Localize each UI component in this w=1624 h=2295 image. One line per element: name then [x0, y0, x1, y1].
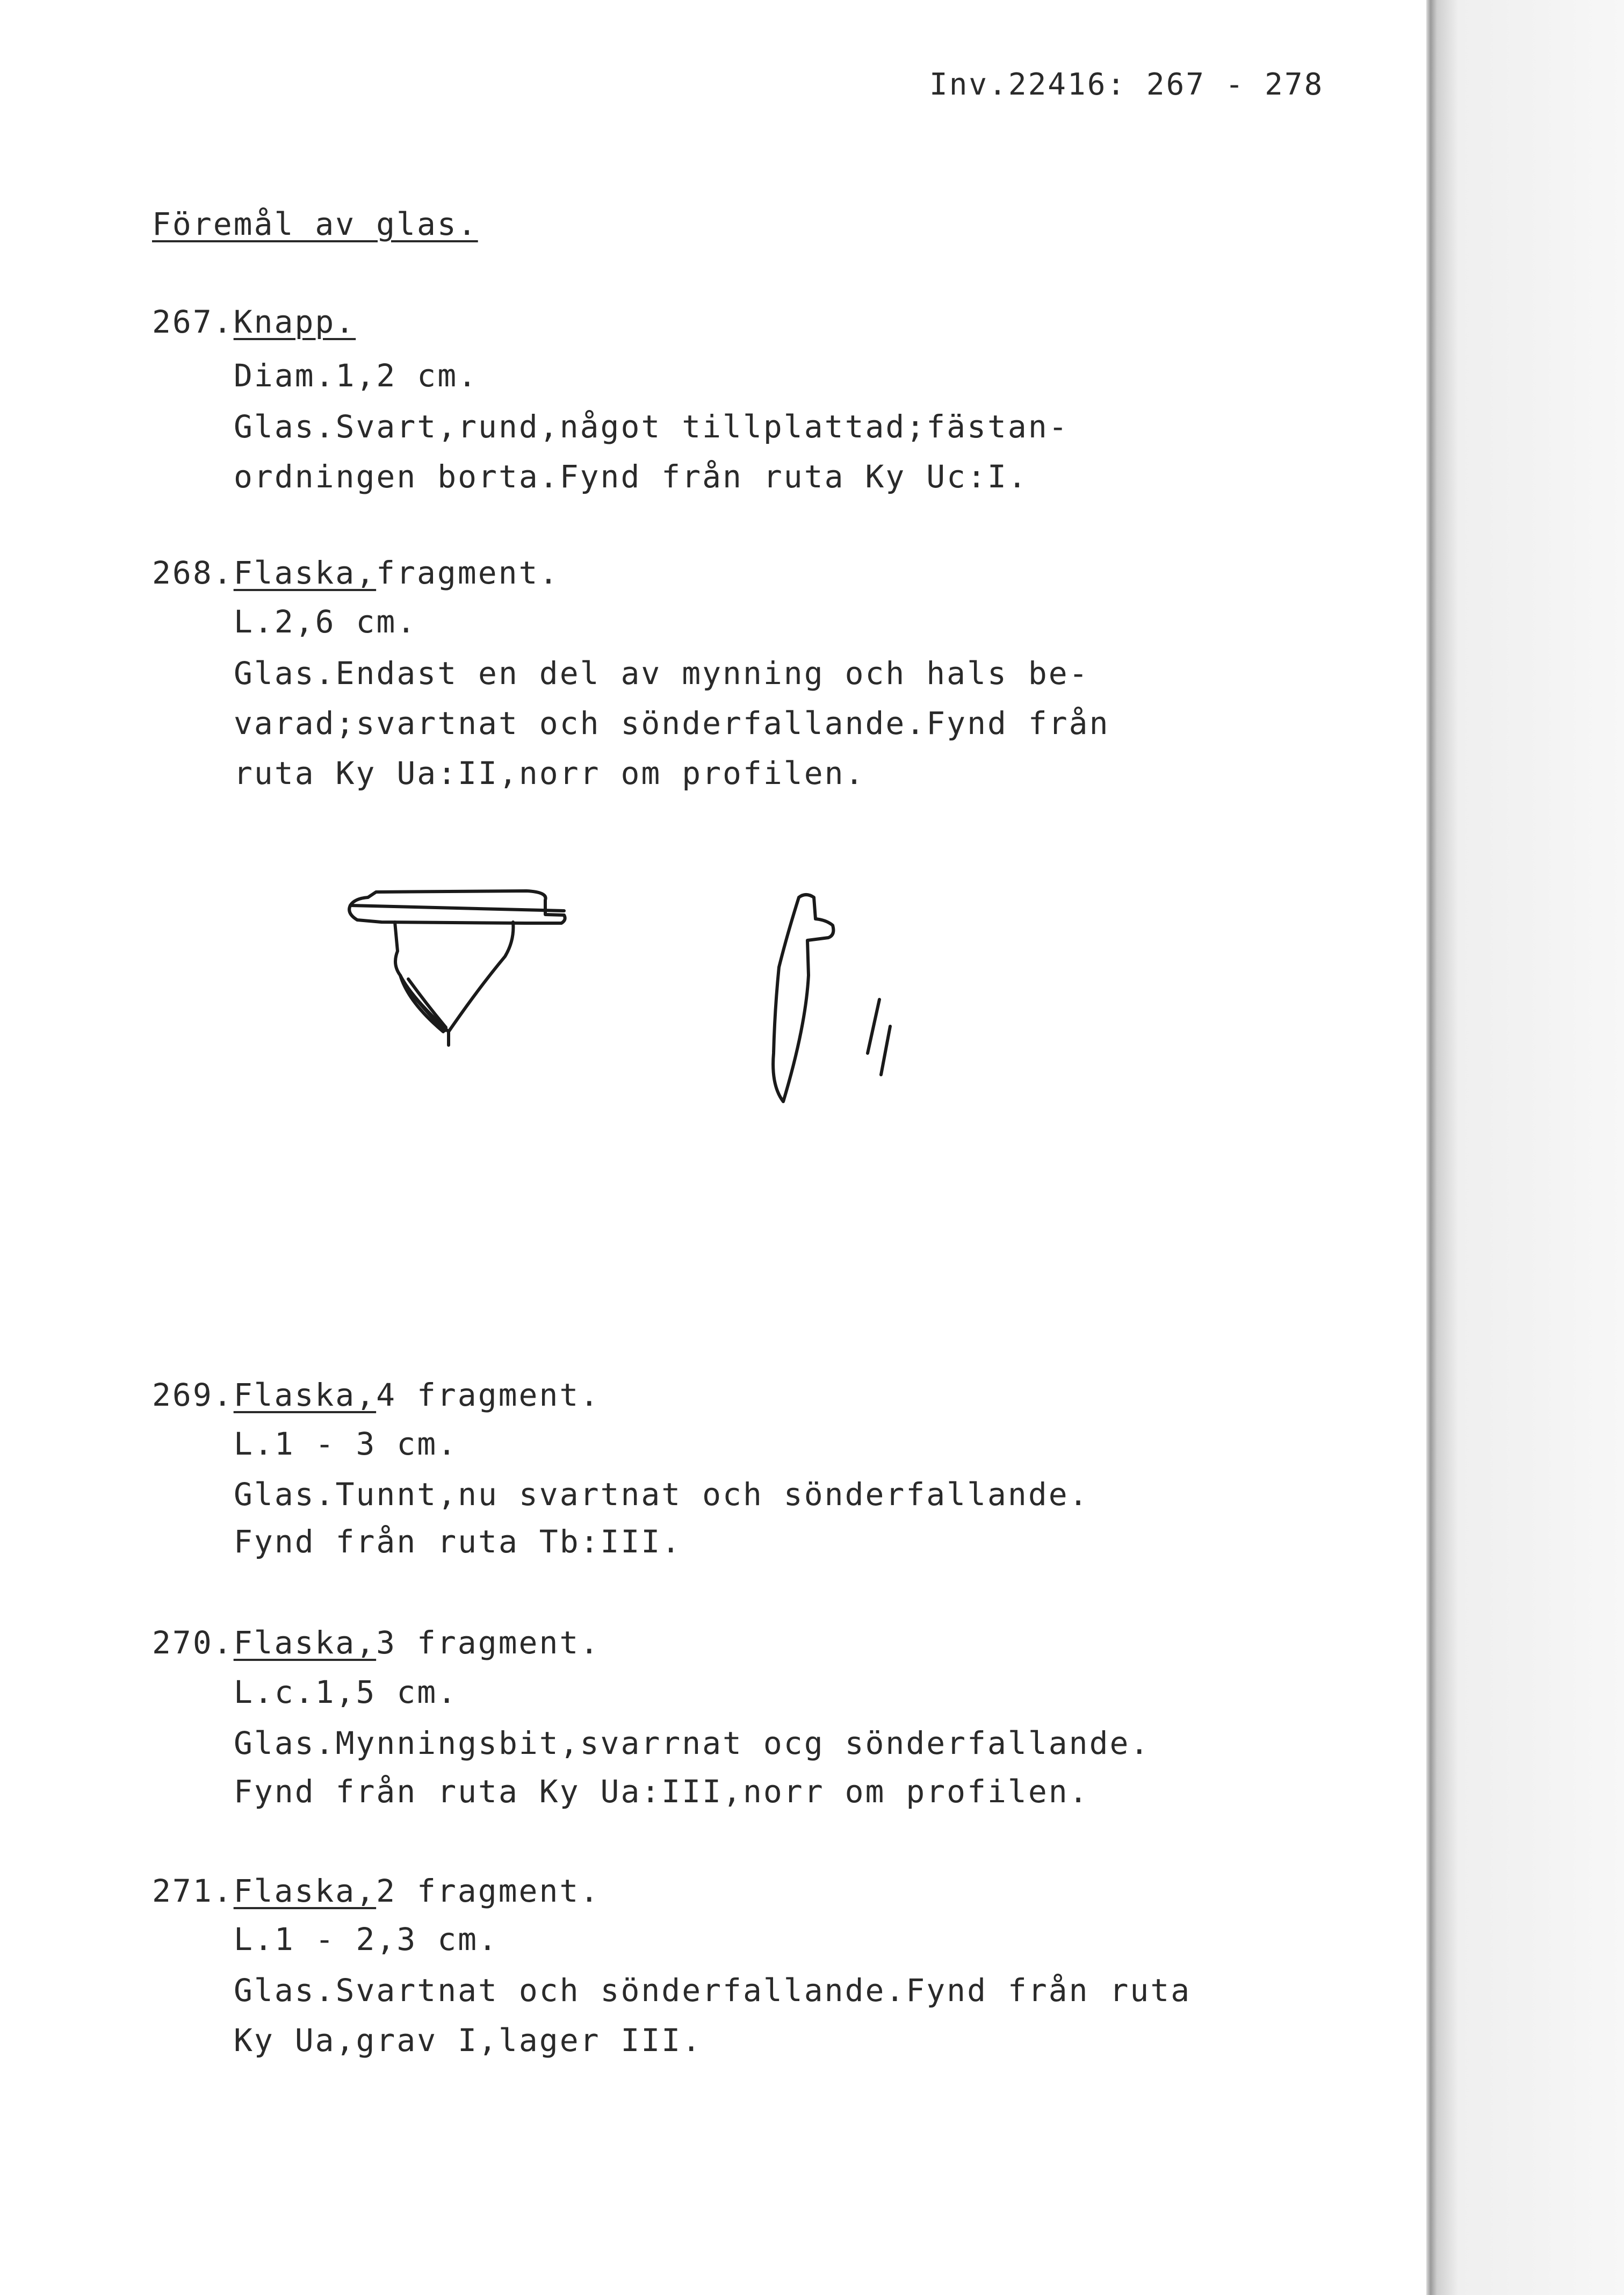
entry-number: 269. [152, 1377, 234, 1413]
entry-line: Glas.Mynningsbit,svarrnat ocg sönderfallande. [234, 1725, 1151, 1761]
entry-line: L.1 - 3 cm. [234, 1426, 458, 1462]
entry-line: varad;svartnat och sönderfallande.Fynd från [234, 705, 1110, 742]
entry-line: L.2,6 cm. [234, 603, 417, 640]
entry-heading-rest: fragment. [376, 555, 560, 591]
bottle-fragment-sketch [301, 860, 945, 1182]
entry-number: 270. [152, 1624, 234, 1661]
section-title: Föremål av glas. [152, 206, 478, 242]
entry-heading-rest: 4 fragment. [376, 1377, 601, 1413]
entry-line: Glas.Svartnat och sönderfallande.Fynd från ruta [234, 1972, 1192, 2009]
entry-line: Fynd från ruta Ky Ua:III,norr om profilen. [234, 1773, 1089, 1810]
entry-name: Flaska, [233, 1873, 377, 1909]
entry-heading [152, 1624, 601, 1661]
entry-line: Glas.Tunnt,nu svartnat och sönderfallande. [234, 1476, 1089, 1513]
entry-line: L.1 - 2,3 cm. [234, 1921, 499, 1958]
entry-number: 267. [152, 304, 234, 340]
entry-line: Ky Ua,grav I,lager III. [234, 2022, 703, 2059]
entry-name: Flaska, [233, 1624, 377, 1661]
entry-name: Knapp. [233, 304, 356, 340]
entry-heading [152, 304, 356, 340]
inventory-number: Inv.22416: 267 - 278 [929, 67, 1324, 102]
entry-line: Fynd från ruta Tb:III. [234, 1523, 682, 1560]
entry-number: 268. [152, 555, 234, 591]
entry-heading-rest: 2 fragment. [376, 1873, 601, 1909]
entry-name: Flaska, [233, 1377, 377, 1413]
entry-heading [152, 1379, 600, 1411]
entry-line: Diam.1,2 cm. [234, 357, 479, 394]
entry-line: ordningen borta.Fynd från ruta Ky Uc:I. [234, 458, 1028, 495]
entry-line: Glas.Endast en del av mynning och hals be- [234, 655, 1089, 692]
entry-heading-rest: 3 fragment. [376, 1624, 601, 1661]
entry-line: ruta Ky Ua:II,norr om profilen. [234, 755, 865, 792]
page-edge [1426, 0, 1624, 2295]
entry-heading [152, 1873, 601, 1909]
entry-heading [152, 555, 560, 591]
entry-name: Flaska, [233, 555, 377, 591]
entry-number: 271. [152, 1873, 234, 1909]
entry-line: Glas.Svart,rund,något tillplattad;fästan- [234, 408, 1069, 445]
entry-line: L.c.1,5 cm. [234, 1674, 458, 1710]
